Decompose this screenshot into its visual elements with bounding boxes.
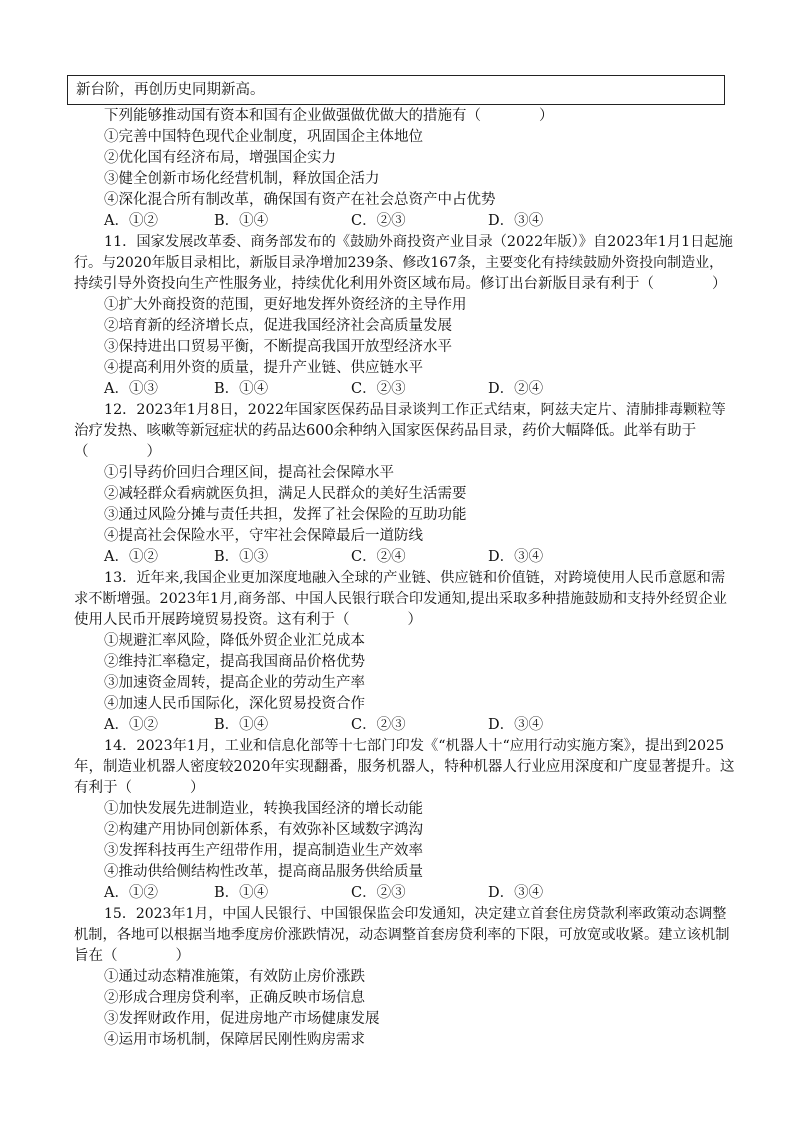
question-stem-line: 机制，各地可以根据当地季度房价涨跌情况，动态调整首套房贷利率的下限，可放宽或收紧。建立该机制 [74,927,730,943]
question-stem-line: 使用人民币开展跨境贸易投资。这有利于（ ） [74,612,422,628]
option-statement: ①扩大外商投资的范围，更好地发挥外资经济的主导作用 [104,297,467,313]
option-statement: ②形成合理房贷利率，正确反映市场信息 [104,990,365,1006]
question-stem-line: 有利于（ ） [74,780,205,796]
option-statement: ②维持汇率稳定，提高我国商品价格优势 [104,654,365,670]
choice-a: A．①② [104,885,158,901]
option-statement: ③加速资金周转，提高企业的劳动生产率 [104,675,365,691]
question-stem-line: 旨在（ ） [74,948,190,964]
question-13 [74,568,734,736]
question-14 [74,736,734,904]
choice-d: D．③④ [488,213,544,229]
option-statement: ④深化混合所有制改革，确保国有资产在社会总资产中占优势 [104,192,496,208]
choice-a: A．①② [104,213,158,229]
choice-c: C．②③ [351,885,406,901]
boxed-material-text: 新台阶，再创历史同期新高。 [67,75,725,105]
question-stem-line: 治疗发热、咳嗽等新冠症状的药品达600余种纳入国家医保药品目录，药价大幅降低。此举有助于 [74,423,697,439]
choice-b: B．①③ [214,549,269,565]
question-stem-line: 12．2023年1月8日，2022年国家医保药品目录谈判工作正式结束，阿兹夫定片、清肺排毒颗粒等 [104,402,726,418]
option-statement: ①加快发展先进制造业，转换我国经济的增长动能 [104,801,423,817]
answer-choices [74,883,734,904]
choice-a: A．①③ [104,381,158,397]
question-11 [74,232,734,400]
option-statement: ④推动供给侧结构性改革，提高商品服务供给质量 [104,864,423,880]
option-statement: ②减轻群众看病就医负担，满足人民群众的美好生活需要 [104,486,467,502]
option-statement: ③保持进出口贸易平衡，不断提高我国开放型经济水平 [104,339,452,355]
option-statement: ③发挥财政作用，促进房地产市场健康发展 [104,1011,380,1027]
question-15 [74,904,734,1051]
choice-b: B．①④ [214,717,269,733]
question-stem-line: 15．2023年1月，中国人民银行、中国银保监会印发通知，决定建立首套住房贷款利率政策动态调整 [104,906,727,922]
choice-c: C．②③ [351,213,406,229]
question-10 [74,106,734,232]
question-stem-line: 行。与2020年版目录相比，新版目录净增加239条、修改167条，主要变化有持续鼓励外资投向制造业， [74,255,724,271]
answer-choices [74,715,734,736]
choice-c: C．②③ [351,717,406,733]
question-stem-line: 11．国家发展改革委、商务部发布的《鼓励外商投资产业目录（2022年版）》自2023年1月1日起施 [104,234,733,250]
answer-choices [74,547,734,568]
option-statement: ②培育新的经济增长点，促进我国经济社会高质量发展 [104,318,452,334]
choice-d: D．③④ [488,549,544,565]
option-statement: ①通过动态精准施策，有效防止房价涨跌 [104,969,365,985]
option-statement: ①完善中国特色现代企业制度，巩固国企主体地位 [104,129,423,145]
question-stem-line: 持续引导外资投向生产性服务业，持续优化利用外资区域布局。修订出台新版目录有利于（ ） [74,276,727,292]
option-statement: ①规避汇率风险，降低外贸企业汇兑成本 [104,633,365,649]
choice-a: A．①② [104,549,158,565]
option-statement: ④提高利用外资的质量，提升产业链、供应链水平 [104,360,423,376]
question-stem-line: 年，制造业机器人密度较2020年实现翻番，服务机器人，特种机器人行业应用深度和广度显著提升。这 [74,759,735,775]
choice-c: C．②③ [351,381,406,397]
question-12 [74,400,734,568]
choice-b: B．①④ [214,885,269,901]
choice-d: D．②④ [488,381,544,397]
choice-b: B．①④ [214,381,269,397]
option-statement: ④加速人民币国际化，深化贸易投资合作 [104,696,365,712]
choice-d: D．③④ [488,717,544,733]
question-stem-line: 求不断增强。2023年1月,商务部、中国人民银行联合印发通知,提出采取多种措施鼓励和支持外经贸企业 [74,591,727,607]
option-statement: ④提高社会保险水平，守牢社会保障最后一道防线 [104,528,423,544]
choice-a: A．①② [104,717,158,733]
question-stem-line: 14．2023年1月，工业和信息化部等十七部门印发《“机器人十“应用行动实施方案》，提出到2025 [104,738,725,754]
answer-choices [74,379,734,400]
option-statement: ③健全创新市场化经营机制，释放国企活力 [104,171,380,187]
question-list [74,106,734,1051]
option-statement: ④运用市场机制，保障居民刚性购房需求 [104,1032,365,1048]
option-statement: ②优化国有经济布局，增强国企实力 [104,150,336,166]
option-statement: ②构建产用协同创新体系，有效弥补区域数字鸿沟 [104,822,423,838]
question-stem: 下列能够推动国有资本和国有企业做强做优做大的措施有（ ） [104,108,554,124]
question-stem-line: （ ） [74,444,161,460]
option-statement: ③通过风险分摊与责任共担，发挥了社会保险的互助功能 [104,507,467,523]
answer-choices [74,211,734,232]
option-statement: ③发挥科技再生产纽带作用，提高制造业生产效率 [104,843,423,859]
choice-b: B．①④ [214,213,269,229]
choice-c: C．②④ [351,549,406,565]
option-statement: ①引导药价回归合理区间，提高社会保障水平 [104,465,394,481]
choice-d: D．③④ [488,885,544,901]
question-stem-line: 13．近年来,我国企业更加深度地融入全球的产业链、供应链和价值链，对跨境使用人民币意愿和需 [104,570,726,586]
